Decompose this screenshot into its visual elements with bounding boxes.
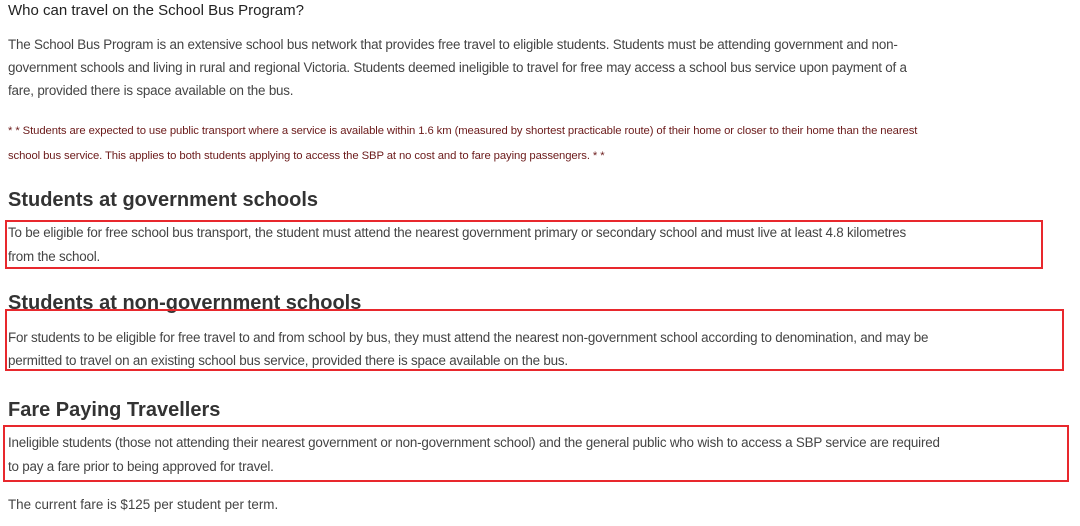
government-schools-heading: Students at government schools xyxy=(8,189,319,211)
government-line-1: To be eligible for free school bus transport, the student must attend the nearest government primary or secondary school and must live at least 4.8 kilometres xyxy=(8,225,907,240)
fare-line-2: to pay a fare prior to being approved for travel. xyxy=(8,459,274,474)
fare-paying-heading: Fare Paying Travellers xyxy=(8,399,221,421)
question-heading: Who can travel on the School Bus Program? xyxy=(8,2,304,19)
current-fare-text: The current fare is $125 per student per term. xyxy=(8,497,279,512)
non-government-line-2: permitted to travel on an existing school bus service, provided there is space available on the bus. xyxy=(8,353,568,368)
non-government-line-1: For students to be eligible for free travel to and from school by bus, they must attend the nearest non-government school according to denomination, and may be xyxy=(8,330,929,345)
intro-line-3: fare, provided there is space available on the bus. xyxy=(8,83,294,98)
non-government-schools-heading: Students at non-government schools xyxy=(8,292,362,314)
intro-line-2: government schools and living in rural and regional Victoria. Students deemed ineligible to travel for free may access a school bus service upon payment of a xyxy=(8,60,907,75)
fare-line-1: Ineligible students (those not attending their nearest government or non-government school) and the general public who wish to access a SBP service are required xyxy=(8,435,940,450)
note-line-1: * * Students are expected to use public transport where a service is available within 1.6 km (measured by shortest practicable route) of their home or closer to their home than the nearest xyxy=(8,125,918,137)
note-line-2: school bus service. This applies to both students applying to access the SBP at no cost and to fare paying passengers. * * xyxy=(8,150,605,162)
government-line-2: from the school. xyxy=(8,249,101,264)
intro-line-1: The School Bus Program is an extensive school bus network that provides free travel to eligible students. Students must be attending government and non- xyxy=(8,37,898,52)
